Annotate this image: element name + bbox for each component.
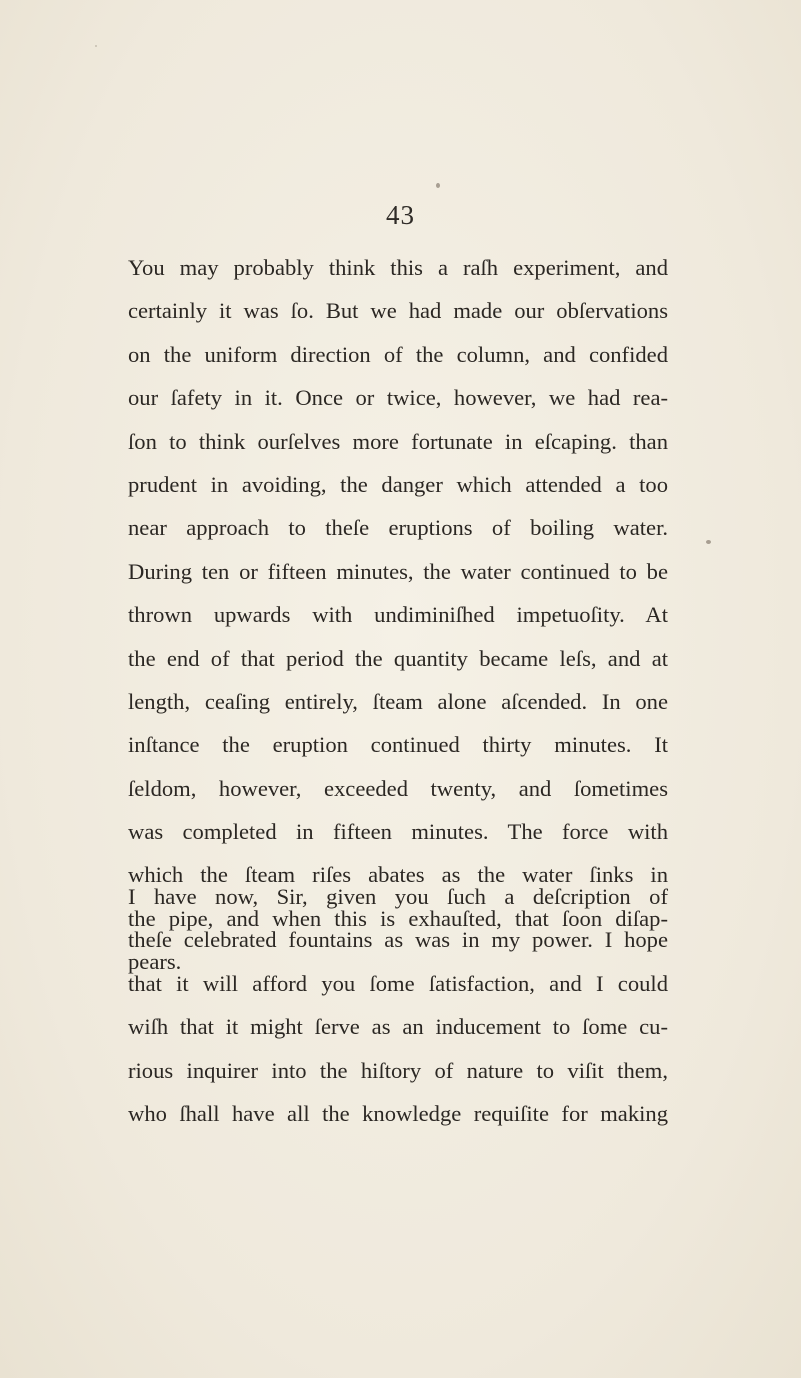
text-line: that it will afford you ſome ſatisfaction, and I could xyxy=(128,970,668,996)
text-line: the pipe, and when this is exhauſted, that ſoon diſap- xyxy=(128,905,668,931)
text-line: ſon to think ourſelves more fortunate in eſcaping. than xyxy=(128,428,668,454)
text-line: I have now, Sir, given you ſuch a deſcription of xyxy=(128,884,668,909)
ink-speck xyxy=(95,45,97,47)
text-line: During ten or fifteen minutes, the water continued to be xyxy=(128,558,668,584)
text-line: near approach to theſe eruptions of boiling water. xyxy=(128,515,668,541)
paragraph-2 xyxy=(128,875,668,1135)
text-line: wiſh that it might ſerve as an inducement to ſome cu- xyxy=(128,1014,668,1040)
text-line: who ſhall have all the knowledge requiſite for making xyxy=(128,1100,668,1126)
ink-speck xyxy=(436,183,440,188)
text-line: pears. xyxy=(128,949,182,975)
text-line: length, ceaſing entirely, ſteam alone aſcended. In one xyxy=(128,688,668,714)
text-line: on the uniform direction of the column, and confided xyxy=(128,341,668,367)
text-line: theſe celebrated fountains as was in my power. I hope xyxy=(128,927,668,953)
paragraph-1 xyxy=(128,246,668,984)
text-line: ſeldom, however, exceeded twenty, and ſometimes xyxy=(128,775,668,801)
ink-speck xyxy=(706,540,711,544)
page-number: 43 xyxy=(386,200,415,230)
text-line: which the ſteam riſes abates as the water ſinks in xyxy=(128,862,668,888)
text-line: certainly it was ſo. But we had made our obſervations xyxy=(128,298,668,324)
text-line: rious inquirer into the hiſtory of nature to viſit them, xyxy=(128,1057,668,1083)
text-line: inſtance the eruption continued thirty minutes. It xyxy=(128,732,668,758)
text-line: our ſafety in it. Once or twice, however, we had rea- xyxy=(128,385,668,411)
text-line: the end of that period the quantity became leſs, and at xyxy=(128,645,668,671)
text-line: prudent in avoiding, the danger which attended a too xyxy=(128,471,668,497)
text-line: was completed in fifteen minutes. The force with xyxy=(128,819,668,845)
text-line: You may probably think this a raſh experiment, and xyxy=(128,255,668,280)
text-line: thrown upwards with undiminiſhed impetuoſity. At xyxy=(128,602,668,628)
